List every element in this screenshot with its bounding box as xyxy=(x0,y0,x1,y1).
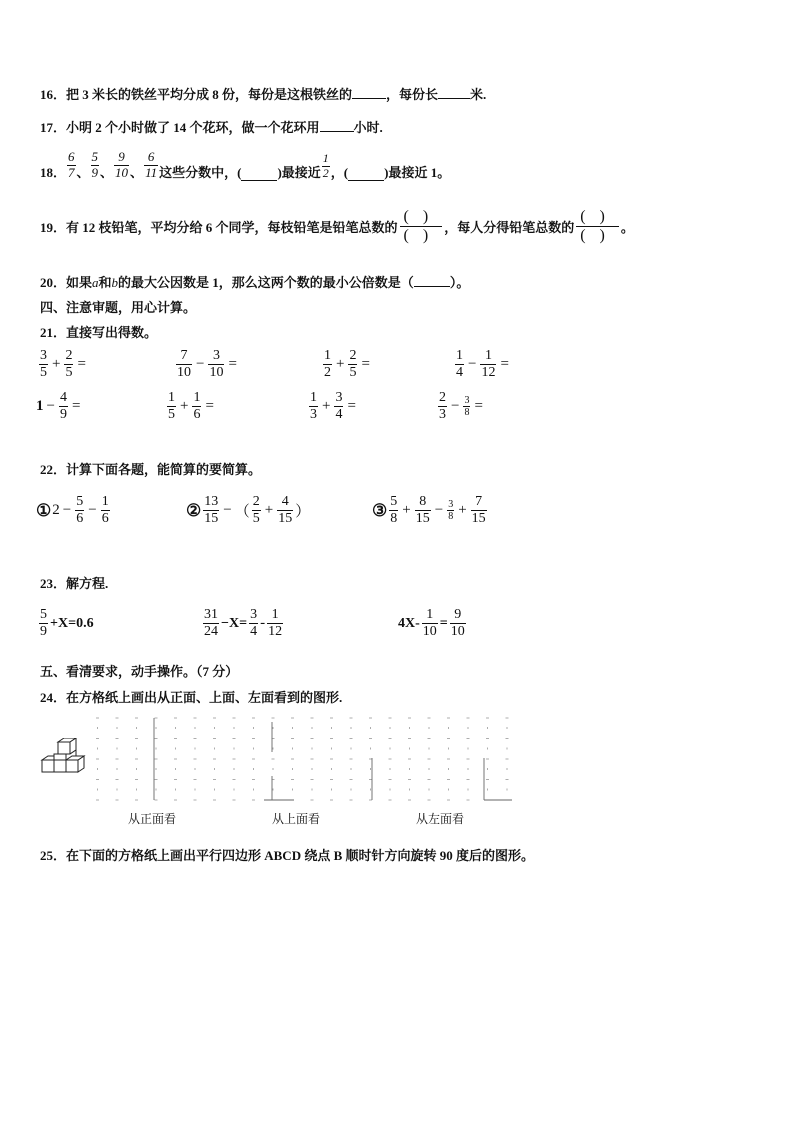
question-text: ，( xyxy=(330,164,349,180)
question-24-title: 24．在方格纸上画出从正面、上面、左面看到的图形. xyxy=(40,690,343,705)
question-17 xyxy=(40,117,383,136)
fraction-half: $\frac{1}{2}$ xyxy=(322,151,329,181)
question-text: 。 xyxy=(620,220,634,235)
question-text: 小时. xyxy=(353,120,383,135)
expression: $\frac{1}{3}$ + $\frac{3}{4}$ = xyxy=(310,390,356,423)
question-number: 20． xyxy=(40,275,67,290)
caption-front-view: 从正面看 xyxy=(128,812,177,826)
question-16 xyxy=(40,84,486,103)
answer-blank[interactable] xyxy=(241,168,277,181)
answer-blank[interactable] xyxy=(438,86,470,99)
question-19 xyxy=(40,208,634,245)
question-text: )最接近 xyxy=(277,164,321,180)
answer-blank[interactable] xyxy=(348,168,384,181)
question-text: 如果 xyxy=(66,275,93,290)
question-text: )最接近 1。 xyxy=(384,164,451,180)
problem-1: ① 2 − $\frac{5}{6}$ − $\frac{1}{6}$ xyxy=(36,494,109,527)
cube-stack-figure xyxy=(40,738,92,783)
caption-left-view: 从左面看 xyxy=(416,812,465,826)
fraction-answer-box[interactable]: () () xyxy=(400,208,443,245)
fraction: $\frac{6}{7}$ xyxy=(68,149,75,180)
section-heading: 四、注意审题，用心计算。 xyxy=(40,300,197,315)
question-text: 米. xyxy=(470,87,487,102)
expression: $\frac{3}{5}$ + $\frac{2}{5}$ = xyxy=(40,348,86,381)
problem-label: ① xyxy=(36,500,52,520)
question-18 xyxy=(40,150,450,181)
fraction: $\frac{9}{10}$ xyxy=(115,149,129,180)
separator: 、 xyxy=(100,164,114,180)
question-text: 这些分数中，( xyxy=(159,164,242,180)
question-text: 小明 2 个小时做了 14 个花环，做一个花环用 xyxy=(66,120,320,135)
expression: $\frac{1}{2}$ + $\frac{2}{5}$ = xyxy=(324,348,370,381)
question-number: 19． xyxy=(40,220,67,235)
separator: 、 xyxy=(76,164,90,180)
question-21-title: 21．直接写出得数。 xyxy=(40,325,158,340)
problem-2: ② $\frac{13}{15}$ − （ $\frac{2}{5}$ + $\frac{4}{15}$ ） xyxy=(186,494,311,527)
fraction: $\frac{5}{9}$ xyxy=(91,149,99,180)
question-text: ，每份长 xyxy=(386,87,439,102)
variable-a: a xyxy=(92,275,99,290)
expression: $\frac{1}{5}$ + $\frac{1}{6}$ = xyxy=(168,390,214,423)
question-text: 把 3 米长的铁丝平均分成 8 份，每份是这根铁丝的 xyxy=(66,87,353,102)
question-text: ）。 xyxy=(449,275,470,290)
equation-2: $\frac{31}{24}$ −X= $\frac{3}{4}$ - $\frac{1}{12}$ xyxy=(204,607,283,640)
expression: 1 − $\frac{4}{9}$ = xyxy=(36,390,81,423)
question-22-title: 22．计算下面各题，能简算的要简算。 xyxy=(40,462,262,477)
expression: $\frac{7}{10}$ − $\frac{3}{10}$ = xyxy=(177,348,237,381)
answer-blank[interactable] xyxy=(320,119,354,132)
caption-top-view: 从上面看 xyxy=(272,812,321,826)
fraction: $\frac{6}{11}$ xyxy=(145,149,158,180)
dotted-grid-paper[interactable] xyxy=(92,712,532,802)
expression: $\frac{1}{4}$ − $\frac{1}{12}$ = xyxy=(456,348,509,381)
question-text: 有 12 枝铅笔，平均分给 6 个同学，每枝铅笔是铅笔总数的 xyxy=(66,220,398,235)
answer-blank[interactable] xyxy=(414,274,450,287)
fraction-answer-box[interactable]: () () xyxy=(576,208,619,245)
problem-3: ③ $\frac{5}{8}$ + $\frac{8}{15}$ − $\frac{3}{8}$ + $\frac{7}{15}$ xyxy=(372,494,486,527)
separator: 、 xyxy=(130,164,144,180)
question-text: 和 xyxy=(98,275,112,290)
question-number: 18． xyxy=(40,164,67,180)
question-text: 的最大公因数是 1，那么这两个数的最小公倍数是（ xyxy=(118,275,414,290)
question-text: ，每人分得铅笔总数的 xyxy=(444,220,575,235)
question-25-title: 25．在下面的方格纸上画出平行四边形 ABCD 绕点 B 顺时针方向旋转 90 度后的图形。 xyxy=(40,848,535,863)
expression: $\frac{2}{3}$ − $\frac{3}{8}$ = xyxy=(439,390,483,423)
question-number: 16． xyxy=(40,87,67,102)
equation-1: $\frac{5}{9}$ +X=0.6 xyxy=(40,607,94,640)
question-number: 17． xyxy=(40,120,67,135)
variable-b: b xyxy=(111,275,119,290)
problem-label: ③ xyxy=(372,500,388,520)
section-heading: 五、看清要求，动手操作。（7 分） xyxy=(40,664,239,679)
question-20 xyxy=(40,272,469,291)
problem-label: ② xyxy=(186,500,202,520)
answer-blank[interactable] xyxy=(352,86,386,99)
equation-3: 4X- $\frac{1}{10}$ = $\frac{9}{10}$ xyxy=(398,607,465,640)
question-23-title: 23．解方程. xyxy=(40,576,109,591)
